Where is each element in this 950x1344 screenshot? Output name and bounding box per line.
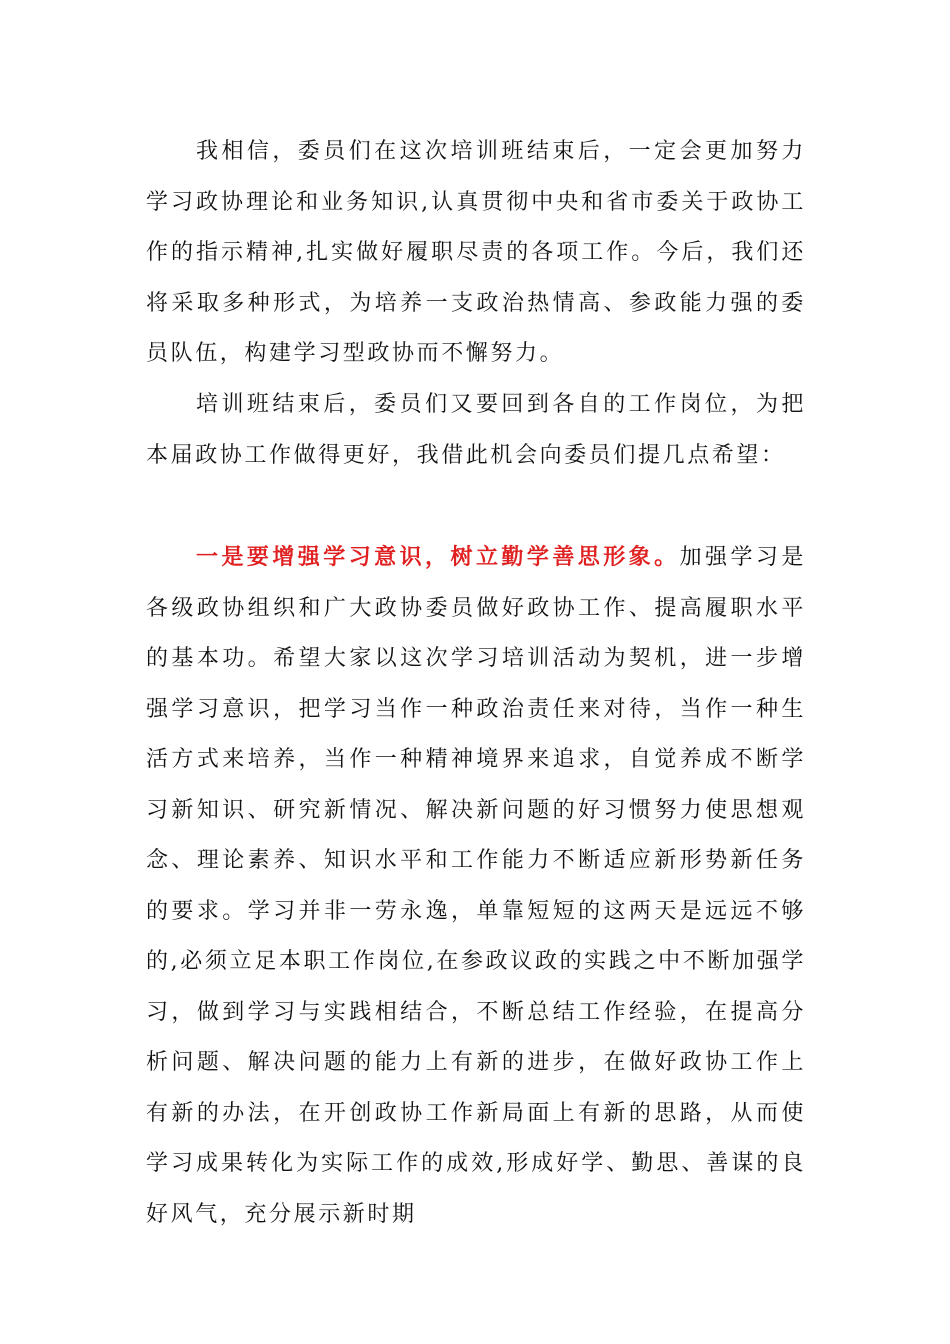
paragraph-1-text: 我相信，委员们在这次培训班结束后，一定会更加努力学习政协理论和业务知识,认真贯彻中央和省市委关于政协工作的指示精神,扎实做好履职尽责的各项工作。今后，我们还将采取多种形式，为培养一支政治热情高、参政能力强的委员队伍，构建学习型政协而不懈努力。 [146,139,806,366]
paragraph-1 [146,127,806,380]
paragraph-2-text: 培训班结束后，委员们又要回到各自的工作岗位，为把本届政协工作做得更好，我借此机会向委员们提几点希望： [146,392,806,468]
paragraph-2 [146,380,806,481]
paragraph-3-text: 加强学习是各级政协组织和广大政协委员做好政协工作、提高履职水平的基本功。希望大家以这次学习培训活动为契机，进一步增强学习意识，把学习当作一种政治责任来对待，当作一种生活方式来培养，当作一种精神境界来追求，自觉养成不断学习新知识、研究新情况、解决新问题的好习惯努力使思想观念、理论素养、知识水平和工作能力不断适应新形势新任务的要求。学习并非一劳永逸，单靠短短的这两天是远远不够的,必须立足本职工作岗位,在参政议政的实践之中不断加强学习，做到学习与实践相结合，不断总结工作经验，在提高分析问题、解决问题的能力上有新的进步，在做好政协工作上有新的办法，在开创政协工作新局面上有新的思路，从而使学习成果转化为实际工作的成效,形成好学、勤思、善谋的良好风气，充分展示新时期 [146,545,806,1227]
paragraph-3-body [146,532,806,1240]
paragraph-3-heading: 一是要增强学习意识，树立勤学善思形象。 [196,544,680,570]
paragraph-3 [146,532,806,1240]
